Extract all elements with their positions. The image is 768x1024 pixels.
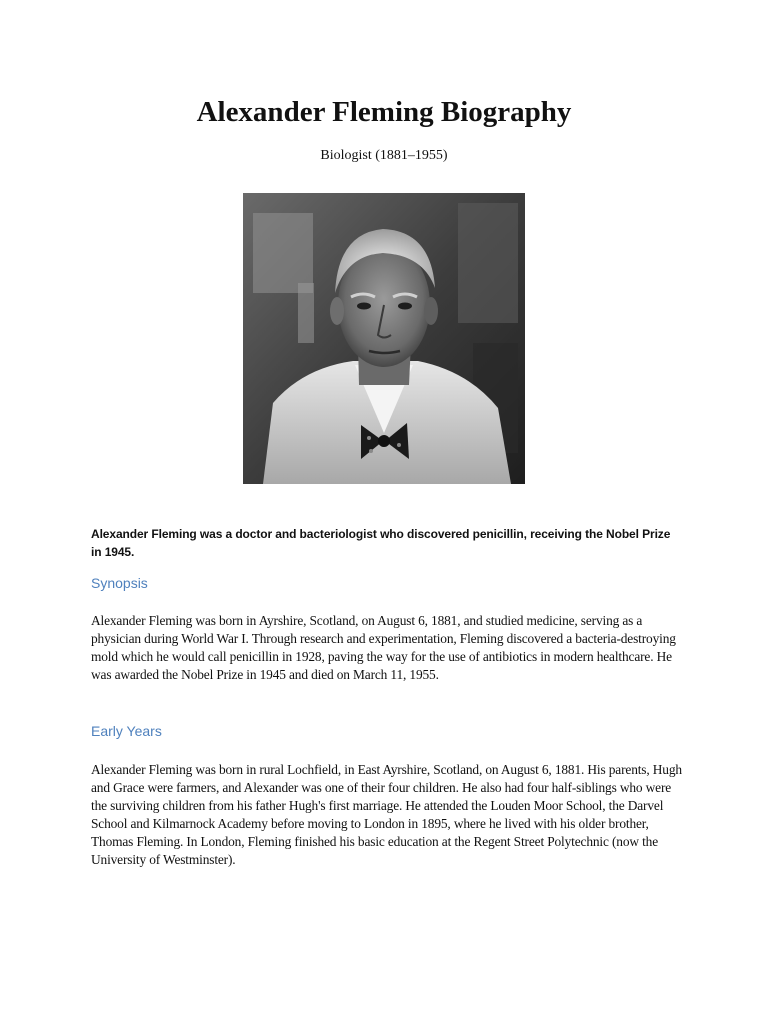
lead-summary: Alexander Fleming was a doctor and bacteriologist who discovered penicillin, receiving the Nobel Prize in 1945.	[91, 527, 671, 559]
page-subtitle: Biologist (1881–1955)	[320, 148, 448, 163]
section-heading-early-years: Early Years	[91, 723, 162, 739]
section-heading-synopsis: Synopsis	[91, 575, 148, 591]
section-body-synopsis: Alexander Fleming was born in Ayrshire, Scotland, on August 6, 1881, and studied medicine, serving as a physician during World War I. Through research and experimentation, Fleming discovered a bacteria-destroying mold which he would call penicillin in 1928, paving the way for the use of antibiotics in modern healthcare. He was awarded the Nobel Prize in 1945 and died on March 11, 1955.	[91, 613, 676, 682]
portrait-photo	[243, 193, 525, 484]
page-title: Alexander Fleming Biography	[196, 96, 572, 128]
section-body-early-years: Alexander Fleming was born in rural Lochfield, in East Ayrshire, Scotland, on August 6, 1881. His parents, Hugh and Grace were farmers, and Alexander was one of their four children. He also had four half-siblings who were the surviving children from his father Hugh's first marriage. He attended the Louden Moor School, the Darvel School and Kilmarnock Academy before moving to London in 1895, where he lived with his older brother, Thomas Fleming. In London, Fleming finished his basic education at the Regent Street Polytechnic (now the University of Westminster).	[91, 762, 682, 867]
